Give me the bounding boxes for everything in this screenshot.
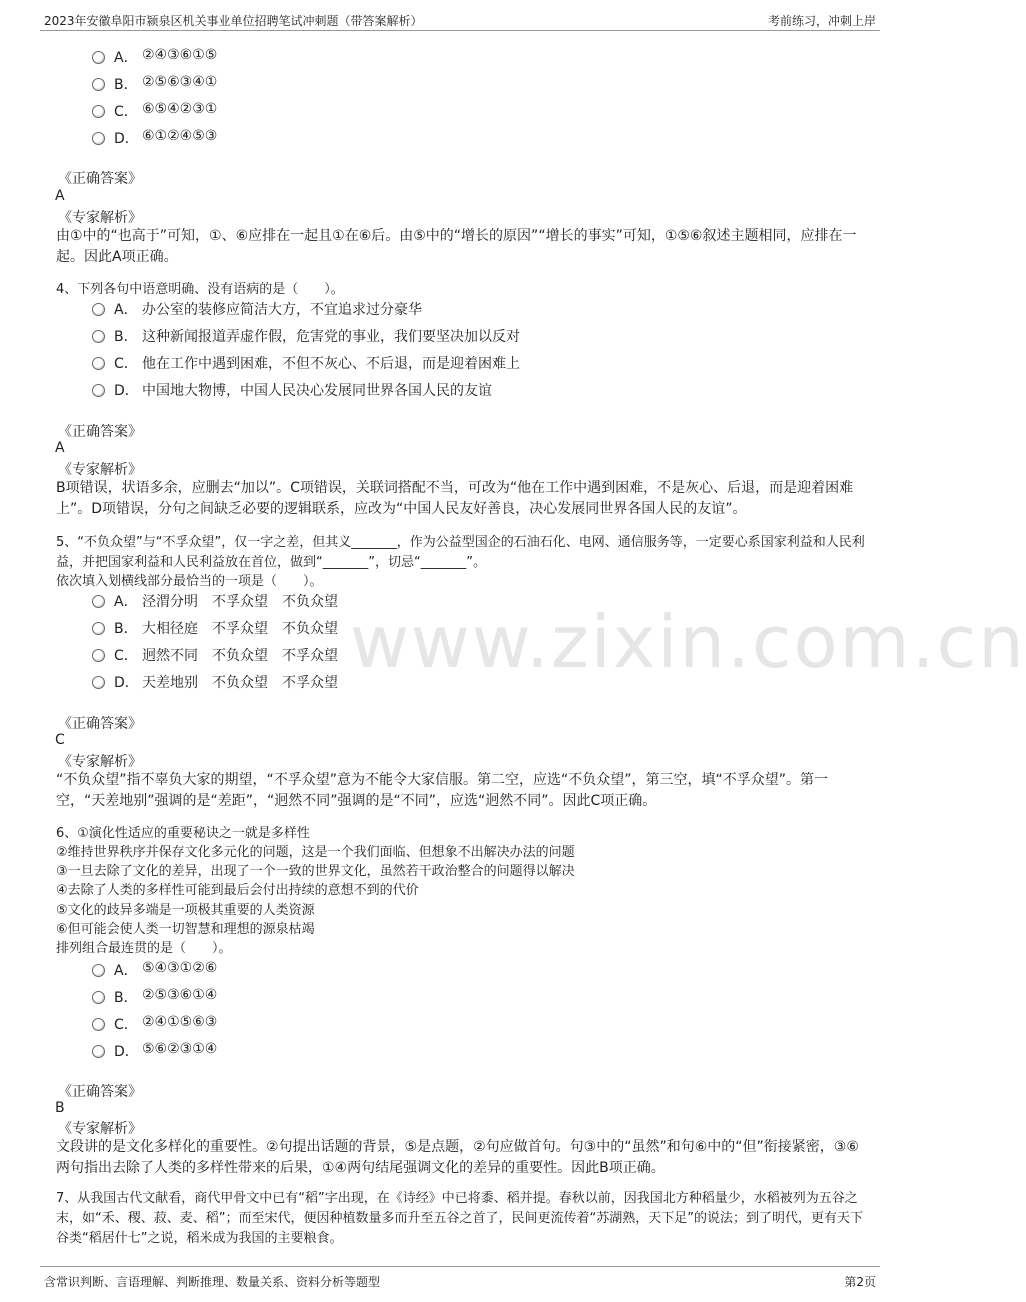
correct-answer-value: A [55, 188, 65, 204]
option-text: 这种新闻报道弄虚作假，危害党的事业，我们要坚决加以反对 [142, 329, 520, 345]
q6-analysis: 文段讲的是文化多样化的重要性。②句提出话题的背景，⑤是点题，②句应做首句。句③中的“虽然”和句⑥中的“但”衔接紧密，③⑥两句指出去除了人类的多样性带来的后果，①④两句结尾强调文化的差异的重要性。因此B项正确。 [56, 1139, 859, 1176]
option-letter: B． [114, 621, 138, 637]
radio-button[interactable] [92, 991, 105, 1004]
option-letter: A． [114, 302, 138, 318]
radio-button[interactable] [92, 649, 105, 662]
option-text: ⑤④③①②⑥ [142, 960, 218, 976]
q5-stem-line2: 益，并把国家利益和人民利益放在首位，做到“_______”，切忌“_______”。 [56, 555, 486, 570]
footer-categories: 含常识判断、言语理解、判断推理、数量关系、资料分析等题型 [44, 1275, 381, 1289]
option-text: ②⑤⑥③④① [142, 74, 218, 90]
correct-answer-value: C [55, 732, 65, 748]
option-text: 中国地大物博，中国人民决心发展同世界各国人民的友谊 [142, 383, 492, 399]
radio-button[interactable] [92, 303, 105, 316]
expert-analysis-heading: 《专家解析》 [58, 1121, 142, 1137]
radio-button[interactable] [92, 1018, 105, 1031]
option-text: 他在工作中遇到困难，不但不灰心、不后退，而是迎着困难上 [142, 356, 520, 372]
correct-answer-heading: 《正确答案》 [58, 1084, 142, 1100]
option-text: ②④①⑤⑥③ [142, 1014, 218, 1030]
radio-button[interactable] [92, 51, 105, 64]
q6-line: ⑥但可能会使人类一切智慧和理想的源泉枯竭 [56, 922, 315, 937]
option-text: ⑤⑥②③①④ [142, 1041, 218, 1057]
option-text: ⑥①②④⑤③ [142, 128, 218, 144]
page-number: 第2页 [844, 1275, 876, 1289]
option-letter: A． [114, 963, 138, 979]
q4-analysis: B项错误，状语多余，应删去“加以”。C项错误，关联词搭配不当，可改为“他在工作中遇到困难，不是灰心、后退，而是迎着困难上”。D项错误，分句之间缺乏必要的逻辑联系，应改为“中国人民友好善良，决心发展同世界各国人民的友谊”。 [56, 480, 854, 517]
q5-stem-line3: 依次填入划横线部分最恰当的一项是（ ）。 [56, 574, 323, 589]
option-letter: C． [114, 356, 138, 372]
q5-analysis: “不负众望”指不辜负大家的期望，“不孚众望”意为不能令大家信服。第二空，应选“不负众望”，第三空，填“不孚众望”。第一空，“天差地别”强调的是“差距”，“迥然不同”强调的是“不同”，应选“迥然不同”。因此C项正确。 [56, 772, 829, 809]
option-letter: D． [114, 1044, 139, 1060]
option-letter: A． [114, 594, 138, 610]
option-letter: D． [114, 675, 139, 691]
option-letter: B． [114, 77, 138, 93]
radio-button[interactable] [92, 132, 105, 145]
option-text: 办公室的装修应简洁大方，不宜追求过分豪华 [142, 302, 422, 318]
radio-button[interactable] [92, 78, 105, 91]
expert-analysis-heading: 《专家解析》 [58, 210, 142, 226]
option-text: 天差地别 不负众望 不孚众望 [142, 675, 338, 691]
q7-text: 7、从我国古代文献看，商代甲骨文中已有“稻”字出现，在《诗经》中已将黍、稻并提。春秋以前，因我国北方种稻量少，水稻被列为五谷之末，如“禾、稷、菽、麦、稻”；而至宋代，便因种植数量多而升至五谷之首了，民间更流传着“苏湖熟，天下足”的说法；到了明代，更有天下谷类“稻居什七”之说，稻米成为我国的主要粮食。 [56, 1191, 863, 1246]
radio-button[interactable] [92, 964, 105, 977]
correct-answer-heading: 《正确答案》 [58, 716, 142, 732]
option-text: 迥然不同 不负众望 不孚众望 [142, 648, 338, 664]
option-text: ②⑤③⑥①④ [142, 987, 218, 1003]
option-letter: C． [114, 648, 138, 664]
q6-line: ②维持世界秩序并保存文化多元化的问题，这是一个我们面临、但想象不出解决办法的问题 [56, 845, 575, 860]
expert-analysis-heading: 《专家解析》 [58, 462, 142, 478]
correct-answer-value: A [55, 440, 65, 456]
option-letter: B． [114, 990, 138, 1006]
radio-button[interactable] [92, 330, 105, 343]
radio-button[interactable] [92, 105, 105, 118]
expert-analysis-heading: 《专家解析》 [58, 754, 142, 770]
radio-button[interactable] [92, 676, 105, 689]
q6-line: ④去除了人类的多样性可能到最后会付出持续的意想不到的代价 [56, 883, 419, 898]
q6-line: 6、①演化性适应的重要秘诀之一就是多样性 [56, 826, 310, 841]
option-letter: A． [114, 50, 138, 66]
correct-answer-value: B [55, 1100, 65, 1116]
option-letter: D． [114, 383, 139, 399]
document-title: 2023年安徽阜阳市颍泉区机关事业单位招聘笔试冲刺题（带答案解析） [44, 14, 423, 28]
radio-button[interactable] [92, 384, 105, 397]
radio-button[interactable] [92, 622, 105, 635]
q3-analysis: 由①中的“也高于”可知，①、⑥应排在一起且①在⑥后。由⑤中的“增长的原因”“增长的事实”可知，①⑤⑥叙述主题相同，应排在一起。因此A项正确。 [56, 228, 857, 265]
option-text: 大相径庭 不孚众望 不负众望 [142, 621, 338, 637]
q6-line: ③一旦去除了文化的差异，出现了一个一致的世界文化，虽然若干政治整合的问题得以解决 [56, 864, 575, 879]
q5-stem-line1: 5、“不负众望”与“不孚众望”，仅一字之差，但其义_______，作为公益型国企的石油石化、电网、通信服务等，一定要心系国家利益和人民利 [56, 535, 865, 550]
option-letter: C． [114, 104, 138, 120]
option-letter: B． [114, 329, 138, 345]
option-text: 泾渭分明 不孚众望 不负众望 [142, 594, 338, 610]
watermark: www.zixin.com.cn [350, 600, 1026, 684]
radio-button[interactable] [92, 357, 105, 370]
q4-stem: 4、下列各句中语意明确、没有语病的是（ ）。 [56, 282, 344, 297]
option-letter: C． [114, 1017, 138, 1033]
correct-answer-heading: 《正确答案》 [58, 424, 142, 440]
radio-button[interactable] [92, 1045, 105, 1058]
radio-button[interactable] [92, 595, 105, 608]
header-slogan: 考前练习，冲刺上岸 [767, 14, 876, 28]
q6-line: 排列组合最连贯的是（ ）。 [56, 941, 232, 956]
correct-answer-heading: 《正确答案》 [58, 171, 142, 187]
page-footer [40, 1266, 880, 1291]
option-text: ⑥⑤④②③① [142, 101, 218, 117]
q6-line: ⑤文化的歧异多端是一项极其重要的人类资源 [56, 903, 315, 918]
page-header [40, 8, 880, 31]
option-text: ②④③⑥①⑤ [142, 47, 218, 63]
option-letter: D． [114, 131, 139, 147]
